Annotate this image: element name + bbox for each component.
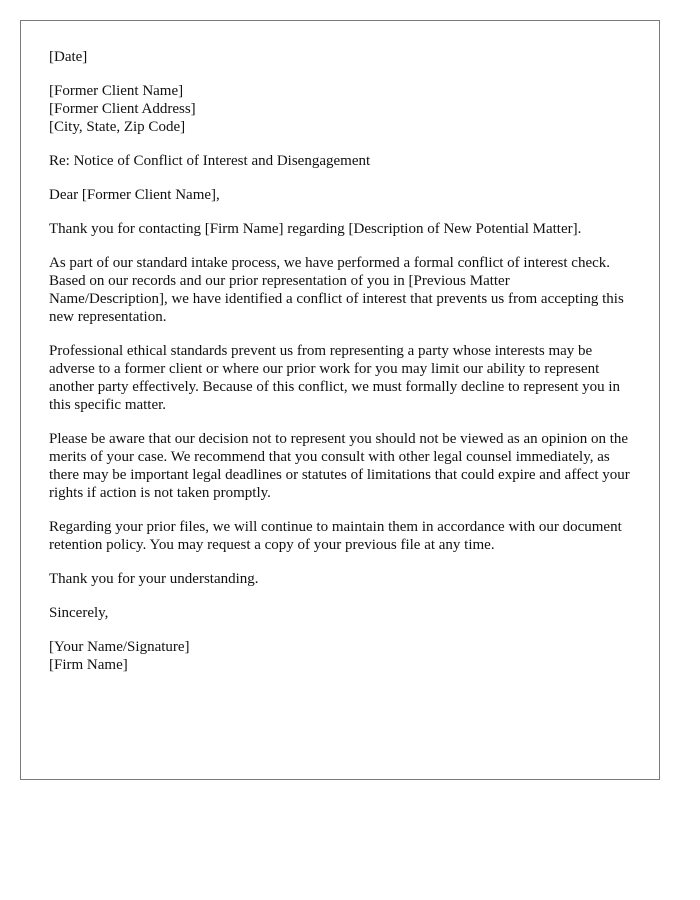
letter-closing: Sincerely, [49, 605, 109, 621]
recipient-address: [Former Client Address] [49, 101, 196, 117]
body-paragraph-3: Professional ethical standards prevent us from representing a party whose interests may be adverse to a former client or where our prior work for you may limit our ability to represent another party effectively. Because of this conflict, we must formally decline to represent you in this specific matter. [49, 343, 621, 413]
recipient-block [49, 82, 631, 136]
letter-salutation: Dear [Former Client Name], [49, 187, 220, 203]
body-paragraph-5: Regarding your prior files, we will continue to maintain them in accordance with our document retention policy. You may request a copy of your previous file at any time. [49, 519, 622, 553]
letter-subject: Re: Notice of Conflict of Interest and Disengagement [49, 153, 371, 169]
letter-date: [Date] [49, 49, 88, 65]
body-paragraph-1: Thank you for contacting [Firm Name] regarding [Description of New Potential Matter]. [49, 221, 582, 237]
body-paragraph-2: As part of our standard intake process, we have performed a formal conflict of interest check. Based on our records and our prior representation of you in [Previous Matter Name/Description], we have identified a conflict of interest that prevents us from accepting this new representation. [49, 255, 624, 325]
letter-page [20, 20, 660, 780]
recipient-city-state-zip: [City, State, Zip Code] [49, 119, 186, 135]
signature-name: [Your Name/Signature] [49, 639, 190, 655]
signature-block [49, 638, 631, 674]
recipient-name: [Former Client Name] [49, 83, 184, 99]
body-paragraph-4: Please be aware that our decision not to represent you should not be viewed as an opinion on the merits of your case. We recommend that you consult with other legal counsel immediately, as there may be important legal deadlines or statutes of limitations that could expire and affect your rights if action is not taken promptly. [49, 431, 630, 501]
body-paragraph-6: Thank you for your understanding. [49, 571, 259, 587]
signature-firm: [Firm Name] [49, 657, 128, 673]
